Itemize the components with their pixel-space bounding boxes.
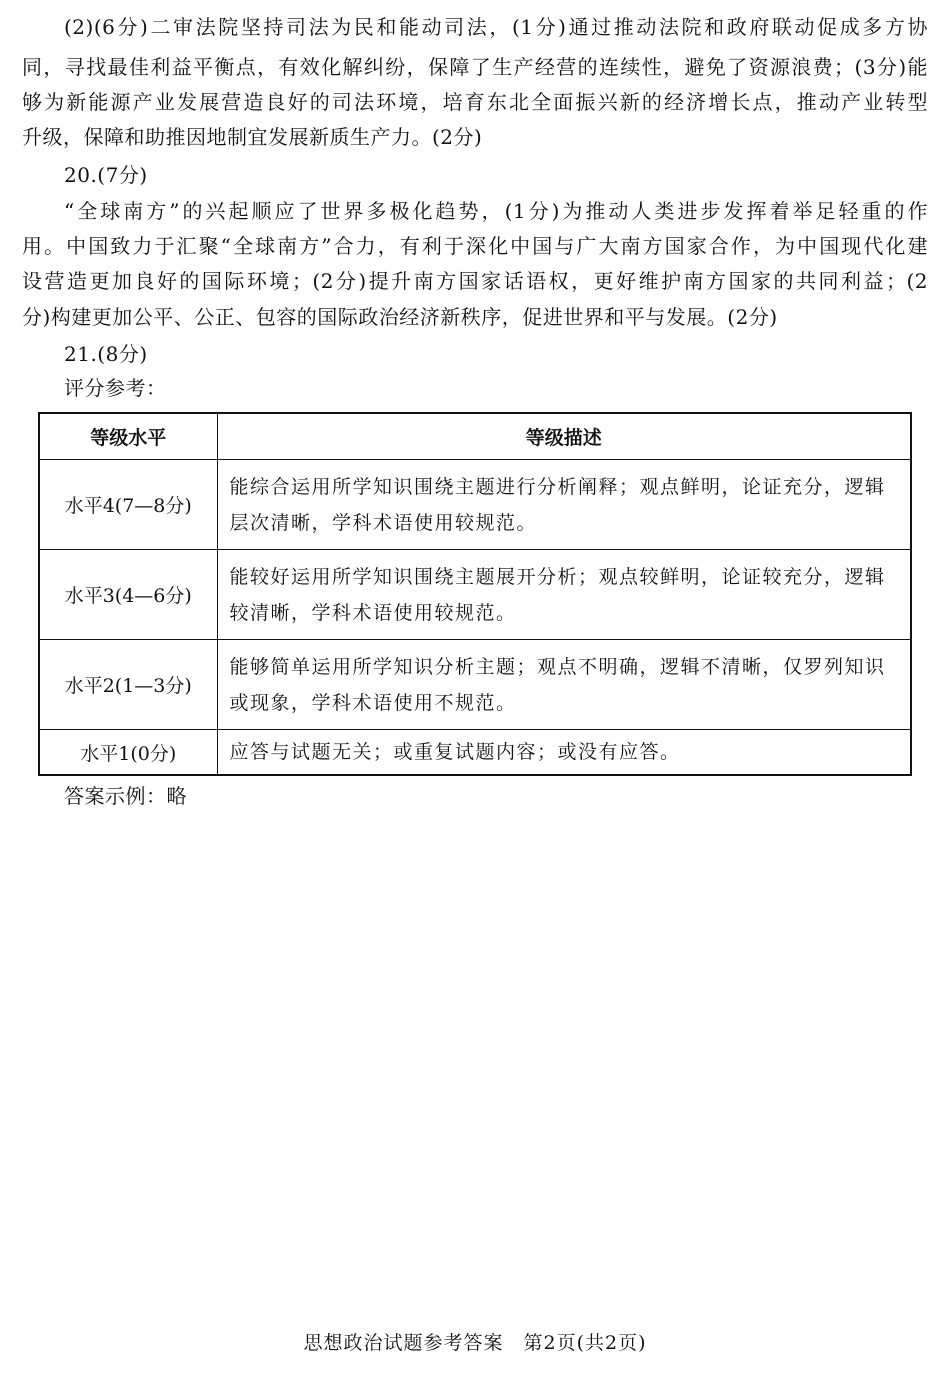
- paragraph-line: 同，寻找最佳利益平衡点，有效化解纠纷，保障了生产经营的连续性，避免了资源浪费；(3分)能: [22, 55, 928, 79]
- table-row: [39, 550, 911, 640]
- table-row: [39, 460, 911, 550]
- paragraph-line: 分)构建更加公平、公正、包容的国际政治经济新秩序，促进世界和平与发展。(2分): [22, 305, 778, 329]
- paragraph-line: “全球南方”的兴起顺应了世界多极化趋势，(1分)为推动人类进步发挥着举足轻重的作: [64, 199, 928, 223]
- paragraph-line: (2)(6分)二审法院坚持司法为民和能动司法，(1分)通过推动法院和政府联动促成多方协: [64, 15, 928, 39]
- level-cell: 水平2(1—3分): [39, 640, 217, 730]
- column-header-level: 等级水平: [39, 413, 217, 460]
- description-cell: 应答与试题无关；或重复试题内容；或没有应答。: [217, 730, 911, 776]
- scoring-reference-label: 评分参考：: [64, 376, 167, 400]
- column-header-description: 等级描述: [217, 413, 911, 460]
- table-row: [39, 640, 911, 730]
- level-cell: 水平3(4—6分): [39, 550, 217, 640]
- paragraph-line: 升级，保障和助推因地制宜发展新质生产力。(2分): [22, 125, 483, 149]
- level-cell: 水平4(7—8分): [39, 460, 217, 550]
- level-cell: 水平1(0分): [39, 730, 217, 776]
- question-number: 20.(7分): [64, 163, 148, 187]
- paragraph-line: 设营造更加良好的国际环境；(2分)提升南方国家话语权，更好维护南方国家的共同利益；(2: [22, 269, 928, 293]
- table-header-row: [39, 413, 911, 460]
- table-row: [39, 730, 911, 776]
- description-cell: 能综合运用所学知识围绕主题进行分析阐释；观点鲜明，论证充分，逻辑层次清晰，学科术语使用较规范。: [217, 460, 911, 550]
- paragraph-line: 够为新能源产业发展营造良好的司法环境，培育东北全面振兴新的经济增长点，推动产业转型: [22, 90, 928, 114]
- description-cell: 能较好运用所学知识围绕主题展开分析；观点较鲜明，论证较充分，逻辑较清晰，学科术语使用较规范。: [217, 550, 911, 640]
- paragraph-line: 用。中国致力于汇聚“全球南方”合力，有利于深化中国与广大南方国家合作，为中国现代化建: [22, 234, 928, 258]
- description-cell: 能够简单运用所学知识分析主题；观点不明确，逻辑不清晰，仅罗列知识或现象，学科术语使用不规范。: [217, 640, 911, 730]
- grading-table: [38, 412, 912, 776]
- answer-example: 答案示例：略: [64, 784, 187, 808]
- page-footer: 思想政治试题参考答案 第2页(共2页): [303, 1332, 647, 1354]
- question-number: 21.(8分): [64, 342, 148, 366]
